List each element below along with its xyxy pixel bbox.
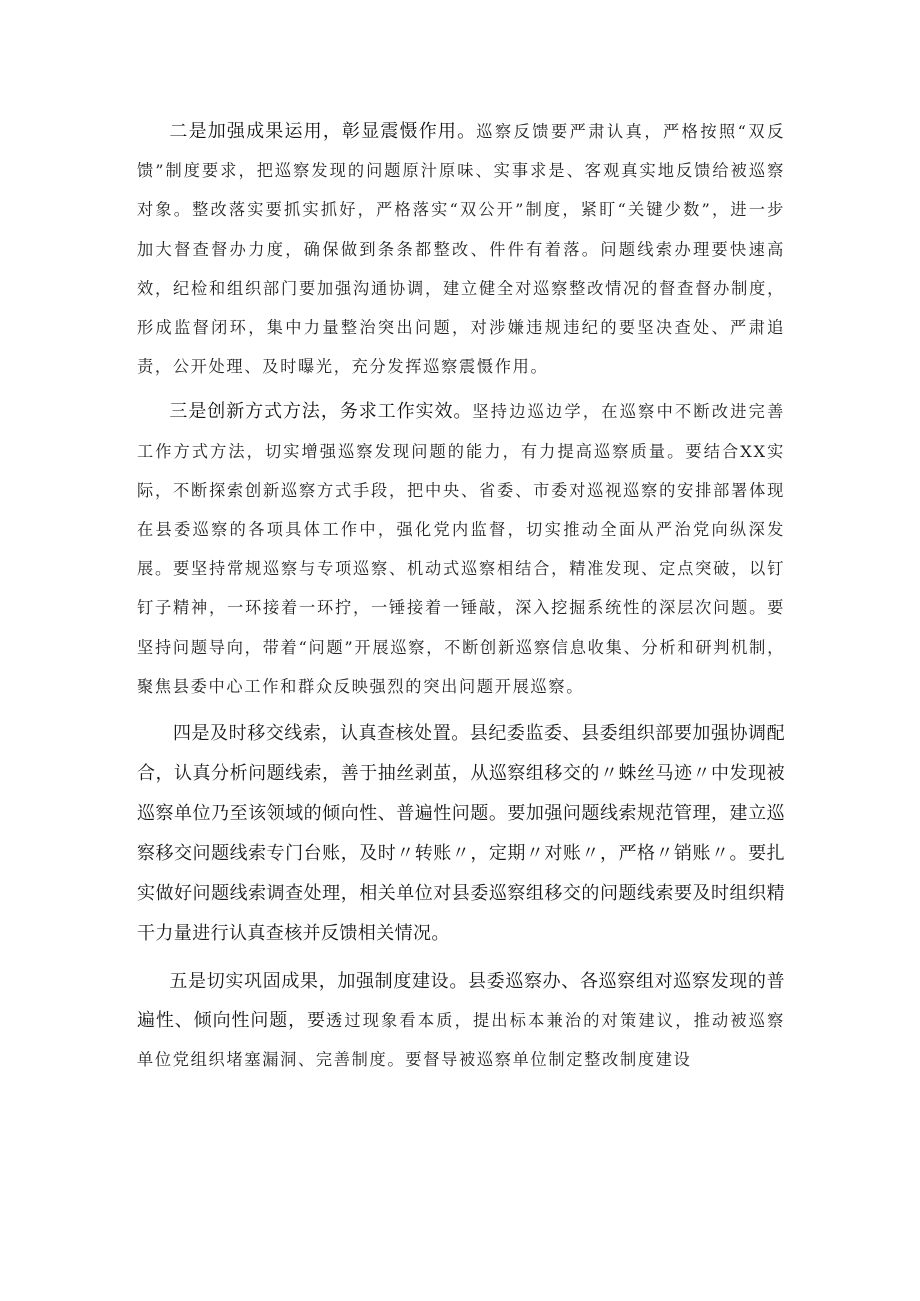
paragraph-2-lead: 二是加强成果运用，彰显震慑作用。: [169, 121, 477, 142]
paragraph-2: [137, 112, 785, 386]
paragraph-5-body: 透过现象看本质，提出标本兼治的对策建议，推动被巡察单位党组织堵塞漏洞、完善制度。要督导被巡察单位制定整改制度建设: [137, 1011, 786, 1070]
paragraph-3-lead: 三是创新方式方法，务求工作实效。: [169, 401, 473, 423]
paragraph-2-body: 巡察反馈要严肃认真，严格按照“双反馈”制度要求，把巡察发现的问题原汁原味、实事求是、客观真实地反馈给被巡察对象。整改落实要抓实抓好，严格落实“双公开”制度，紧盯“关键少数”，进一步加大督查督办力度，确保做到条条都整改、件件有着落。问题线索办理要快速高效，纪检和组织部门要加强沟通协调，建立健全对巡察整改情况的督查督办制度，形成监督闭环，集中力量整治突出问题，对涉嫌违规违纪的要坚决查处、严肃追责，公开处理、及时曝光，充分发挥巡察震慑作用。: [137, 122, 785, 377]
document-body: [137, 112, 785, 1080]
paragraph-5-lead: 五是切实巩固成果，加强制度建设。县委巡察办、各巡察组对巡察发现的普遍性、倾向性问题，要: [137, 971, 785, 1032]
paragraph-3-body: 坚持边巡边学，在巡察中不断改进完善工作方式方法，切实增强巡察发现问题的能力，有力提高巡察质量。要结合XX实际，不断探索创新巡察方式手段，把中央、省委、市委对巡视巡察的安排部署体现在县委巡察的各项具体工作中，强化党内监督，切实推动全面从严治党向纵深发展。要坚持常规巡察与专项巡察、机动式巡察相结合，精准发现、定点突破，以钉钉子精神，一环接着一环拧，一锤接着一锤敲，深入挖掘系统性的深层次问题。要坚持问题导向，带着“问题”开展巡察，不断创新巡察信息收集、分析和研判机制，聚焦县委中心工作和群众反映强烈的突出问题开展巡察。: [137, 402, 785, 696]
paragraph-5: [137, 962, 785, 1080]
paragraph-3: [137, 392, 785, 706]
paragraph-4: 四是及时移交线索，认真查核处置。县纪委监委、县委组织部要加强协调配合，认真分析问题线索，善于抽丝剥茧，从巡察组移交的〃蛛丝马迹〃中发现被巡察单位乃至该领域的倾向性、普遍性问题。要加强问题线索规范管理，建立巡察移交问题线索专门台账，及时〃转账〃，定期〃对账〃，严格〃销账〃。要扎实做好问题线索调查处理，相关单位对县委巡察组移交的问题线索要及时组织精干力量进行认真查核并反馈相关情况。: [137, 723, 785, 945]
